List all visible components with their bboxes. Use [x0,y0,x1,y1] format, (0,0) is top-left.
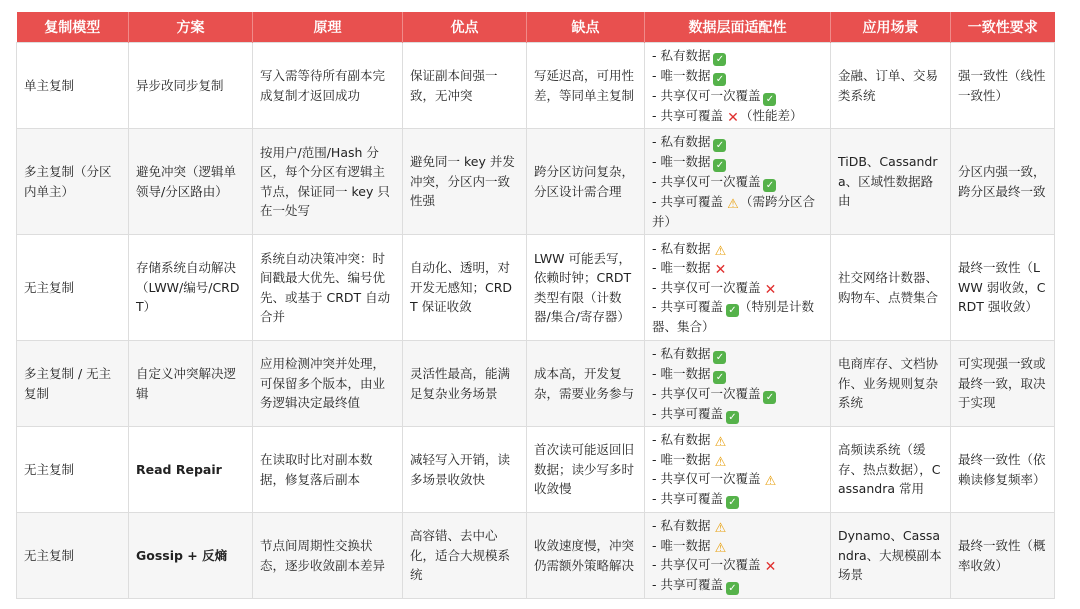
fit-item-label: - 唯一数据 [652,537,711,553]
fit-item-label: - 唯一数据 [652,260,711,275]
cell-fit [645,235,831,341]
check-icon: ✓ [726,582,739,595]
cell-model: 无主复制 [17,513,129,599]
cell-scenario: Dynamo、Cassandra、大规模副本场景 [831,513,951,599]
fit-item [652,192,823,231]
fit-item [652,575,823,595]
fit-item-label: - 唯一数据 [652,365,711,381]
cell-cons: 收敛速度慢，冲突仍需额外策略解决 [527,513,645,599]
cell-fit [645,129,831,235]
table-row [17,341,1055,427]
fit-item [652,469,823,489]
cell-scheme: 存储系统自动解决（LWW/编号/CRDT） [129,235,253,341]
fit-item [652,555,823,575]
cell-consistency: 可实现强一致或最终一致，取决于实现 [951,341,1055,427]
check-icon: ✓ [726,304,739,317]
cell-model: 无主复制 [17,427,129,513]
fit-item [652,404,823,424]
warning-icon: ⚠ [714,454,727,470]
fit-item [652,86,823,106]
fit-item [652,106,823,126]
cell-scenario: 电商库存、文档协作、业务规则复杂系统 [831,341,951,427]
fit-item [652,384,823,404]
fit-item [652,132,823,152]
warning-icon: ⚠ [714,435,727,451]
cell-scenario: TiDB、Cassandra、区域性数据路由 [831,129,951,235]
cross-icon: ✕ [764,281,777,298]
cell-principle: 写入需等待所有副本完成复制才返回成功 [253,43,403,129]
check-icon: ✓ [713,159,726,172]
cell-scheme: 自定义冲突解决逻辑 [129,341,253,427]
fit-item-note: （性能差） [739,107,803,123]
cell-pros: 灵活性最高，能满足复杂业务场景 [403,341,527,427]
fit-item-label: - 私有数据 [652,432,711,448]
cell-principle: 在读取时比对副本数据，修复落后副本 [253,427,403,513]
cell-consistency: 最终一致性（LWW 弱收敛，CRDT 强收敛） [951,235,1055,341]
comparison-table-wrap [16,12,1054,599]
cell-fit [645,427,831,513]
check-icon: ✓ [713,139,726,152]
header-scheme: 方案 [129,12,253,43]
fit-item [652,344,823,364]
cell-cons: 成本高，开发复杂，需要业务参与 [527,341,645,427]
cell-fit [645,341,831,427]
cell-model: 多主复制（分区内单主） [17,129,129,235]
fit-item-label: - 私有数据 [652,134,711,149]
cell-consistency: 最终一致性（依赖读修复频率） [951,427,1055,513]
cell-cons: 跨分区访问复杂，分区设计需合理 [527,129,645,235]
check-icon: ✓ [726,496,739,509]
cell-pros: 减轻写入开销，读多场景收敛快 [403,427,527,513]
fit-item-label: - 私有数据 [652,345,711,361]
fit-item-note: （需跨分区合并） [652,194,815,229]
cell-scheme: Gossip + 反熵 [129,513,253,599]
table-row [17,43,1055,129]
check-icon: ✓ [713,351,726,364]
cell-scenario: 高频读系统（缓存、热点数据），Cassandra 常用 [831,427,951,513]
header-row [17,12,1055,43]
check-icon: ✓ [763,179,776,192]
fit-item [652,152,823,172]
fit-item [652,516,823,536]
warning-icon: ⚠ [714,540,727,556]
cell-principle: 系统自动决策冲突：时间戳最大优先、编号优先、或基于 CRDT 自动合并 [253,235,403,341]
fit-item-label: - 唯一数据 [652,154,711,169]
fit-item-label: - 共享可覆盖 [652,194,723,209]
fit-item-label: - 共享仅可一次覆盖 [652,385,761,401]
cell-pros: 保证副本间强一致，无冲突 [403,43,527,129]
cell-model: 多主复制 / 无主复制 [17,341,129,427]
cell-pros: 避免同一 key 并发冲突，分区内一致性强 [403,129,527,235]
table-row [17,513,1055,599]
check-icon: ✓ [763,93,776,106]
fit-item [652,172,823,192]
cell-cons: 写延迟高，可用性差，等同单主复制 [527,43,645,129]
fit-item [652,278,823,298]
cell-scheme: Read Repair [129,427,253,513]
replication-comparison-table [16,12,1055,599]
fit-item-label: - 私有数据 [652,240,711,256]
check-icon: ✓ [763,391,776,404]
header-model: 复制模型 [17,12,129,43]
cross-icon: ✕ [714,262,727,278]
warning-icon: ⚠ [764,474,777,490]
header-cons: 缺点 [527,12,645,43]
cell-fit [645,513,831,599]
cell-scheme: 避免冲突（逻辑单领导/分区路由） [129,129,253,235]
warning-icon: ⚠ [714,243,727,259]
table-row [17,129,1055,235]
fit-item-label: - 共享可覆盖 [652,490,723,506]
cell-scheme: 异步改同步复制 [129,43,253,129]
cell-consistency: 分区内强一致，跨分区最终一致 [951,129,1055,235]
fit-item-label: - 共享仅可一次覆盖 [652,279,761,295]
fit-item [652,430,823,450]
fit-item-note: （特别是计数器、集合） [652,299,814,334]
fit-item [652,536,823,556]
header-principle: 原理 [253,12,403,43]
fit-item-label: - 共享仅可一次覆盖 [652,87,761,103]
fit-item [652,46,823,66]
cell-cons: 首次读可能返回旧数据；读少写多时收敛慢 [527,427,645,513]
fit-item-label: - 共享仅可一次覆盖 [652,174,761,189]
fit-item-label: - 唯一数据 [652,67,711,83]
table-row [17,427,1055,513]
cell-consistency: 强一致性（线性一致性） [951,43,1055,129]
cross-icon: ✕ [764,559,777,576]
header-pros: 优点 [403,12,527,43]
table-row [17,235,1055,341]
fit-item [652,258,823,278]
cell-scenario: 金融、订单、交易类系统 [831,43,951,129]
fit-item [652,239,823,259]
fit-item [652,297,823,337]
fit-item [652,489,823,509]
check-icon: ✓ [713,53,726,66]
cell-principle: 应用检测冲突并处理，可保留多个版本，由业务逻辑决定最终值 [253,341,403,427]
cell-cons: LWW 可能丢写，依赖时钟；CRDT 类型有限（计数器/集合/寄存器） [527,235,645,341]
check-icon: ✓ [726,411,739,424]
header-fit: 数据层面适配性 [645,12,831,43]
cell-principle: 按用户/范围/Hash 分区，每个分区有逻辑主节点，保证同一 key 只在一处写 [253,129,403,235]
check-icon: ✓ [713,371,726,384]
fit-item-label: - 私有数据 [652,47,711,63]
check-icon: ✓ [713,73,726,86]
fit-item-label: - 共享仅可一次覆盖 [652,471,761,487]
header-scenario: 应用场景 [831,12,951,43]
cell-model: 单主复制 [17,43,129,129]
header-consistency: 一致性要求 [951,12,1055,43]
fit-item-label: - 共享可覆盖 [652,107,723,123]
fit-item-label: - 共享可覆盖 [652,405,723,421]
cell-fit [645,43,831,129]
warning-icon: ⚠ [714,521,727,537]
cross-icon: ✕ [727,109,739,126]
warning-icon: ⚠ [727,197,739,212]
cell-model: 无主复制 [17,235,129,341]
fit-item-label: - 私有数据 [652,518,711,534]
fit-item-label: - 共享仅可一次覆盖 [652,557,761,573]
fit-item-label: - 共享可覆盖 [652,576,723,592]
cell-consistency: 最终一致性（概率收敛） [951,513,1055,599]
fit-item-label: - 唯一数据 [652,451,711,467]
cell-pros: 高容错、去中心化，适合大规模系统 [403,513,527,599]
cell-pros: 自动化、透明，对开发无感知；CRDT 保证收敛 [403,235,527,341]
fit-item [652,450,823,470]
cell-scenario: 社交网络计数器、购物车、点赞集合 [831,235,951,341]
fit-item [652,364,823,384]
fit-item [652,66,823,86]
cell-principle: 节点间周期性交换状态，逐步收敛副本差异 [253,513,403,599]
fit-item-label: - 共享可覆盖 [652,299,723,314]
